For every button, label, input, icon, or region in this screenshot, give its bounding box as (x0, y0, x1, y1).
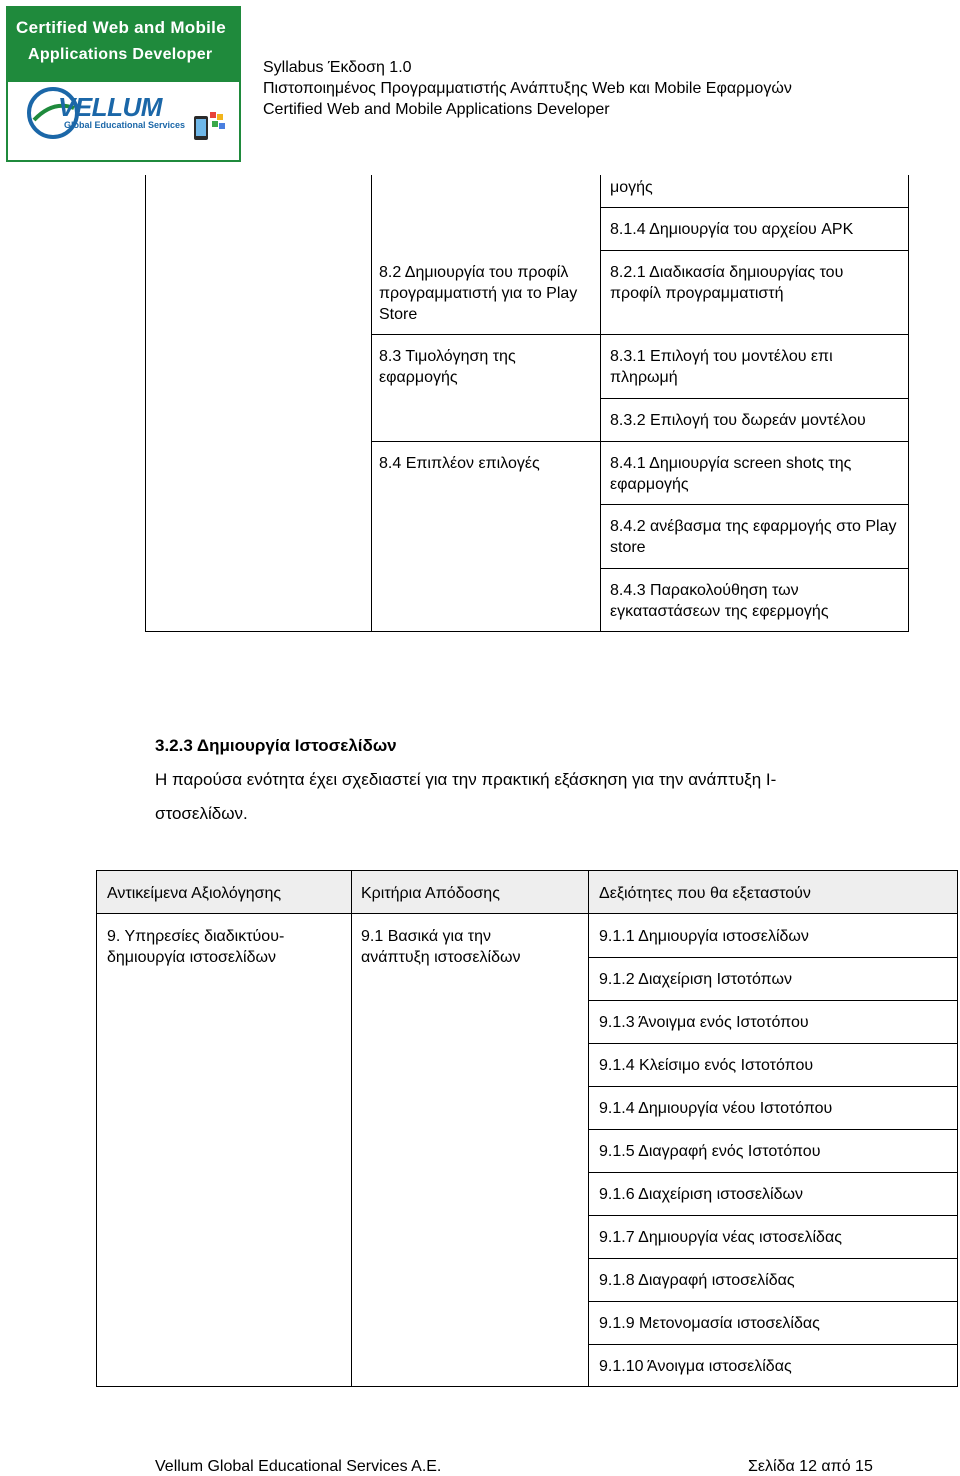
row-divider (588, 1301, 957, 1302)
syllabus-table-continued (145, 175, 909, 632)
logo-banner (8, 8, 239, 82)
logo (6, 6, 241, 162)
skill-item: 9.1.4 Κλείσιμο ενός Ιστοτόπου (599, 1057, 814, 1074)
skill-item: 9.1.6 Διαχείριση ιστοσελίδων (599, 1186, 803, 1203)
table-cell: 8.4.3 Παρακολούθηση των εγκαταστάσεων της εφερμογής (610, 582, 829, 620)
row-divider (588, 1344, 957, 1345)
skill-item: 9.1.5 Διαγραφή ενός Ιστοτόπου (599, 1143, 821, 1160)
row-divider (588, 957, 957, 958)
skill-item: 9.1.4 Δημιουργία νέου Ιστοτόπου (599, 1100, 833, 1117)
column-divider (371, 175, 372, 631)
table-cell: 8.4 Επιπλέον επιλογές (379, 455, 540, 472)
table-cell: μογής (610, 179, 653, 196)
row-divider (588, 1086, 957, 1087)
logo-title-line1: Certified Web and Mobile (16, 18, 226, 37)
row-divider (600, 250, 908, 251)
table-cell: 8.2.1 Διαδικασία δημιουργίας του προφίλ προγραμματιστή (610, 264, 844, 302)
row-divider (600, 568, 908, 569)
logo-subtitle: Global Educational Services (64, 120, 186, 130)
column-divider (600, 175, 601, 631)
table-cell: 9.1 Βασικά για την ανάπτυξη ιστοσελίδων (361, 928, 521, 966)
table-cell: 8.1.4 Δημιουργία του αρχείου APK (610, 221, 854, 238)
logo-brand: VELLUM (58, 92, 162, 122)
row-divider (600, 207, 908, 208)
column-header: Κριτήρια Απόδοσης (361, 885, 500, 902)
row-divider (600, 398, 908, 399)
skill-item: 9.1.10 Άνοιγμα ιστοσελίδας (599, 1358, 792, 1375)
row-divider (588, 1172, 957, 1173)
footer-page-number: Σελίδα 12 από 15 (748, 1458, 873, 1475)
row-divider (371, 441, 908, 442)
row-divider (588, 1043, 957, 1044)
logo-title-line2: Applications Developer (28, 46, 213, 63)
footer-company: Vellum Global Educational Services A.E. (155, 1458, 442, 1475)
column-header: Αντικείμενα Αξιολόγησης (107, 885, 282, 902)
table-cell: 8.4.1 Δημιουργία screen shotς της εφαρμογής (610, 455, 852, 493)
skill-item: 9.1.2 Διαχείριση Ιστοτόπων (599, 971, 792, 988)
skill-item: 9.1.7 Δημιουργία νέας ιστοσελίδας (599, 1229, 842, 1246)
skill-item: 9.1.9 Μετονομασία ιστοσελίδας (599, 1315, 820, 1332)
section-title: 3.2.3 Δημιουργία Ιστοσελίδων (155, 736, 397, 755)
table-cell: 8.3.1 Επιλογή του μοντέλου επι πληρωμή (610, 348, 833, 386)
table-cell: 9. Υπηρεσίες διαδικτύου- δημιουργία ιστοσελίδων (107, 928, 285, 966)
header-title-english: Certified Web and Mobile Applications Developer (263, 101, 610, 118)
header-title-greek: Πιστοποιημένος Προγραμματιστής Ανάπτυξης Web και Mobile Εφαρμογών (263, 80, 792, 97)
row-divider (371, 334, 908, 335)
table-cell: 8.2 Δημιουργία του προφίλ προγραμματιστή για το Play Store (379, 264, 578, 323)
assessment-table (96, 870, 958, 1387)
row-divider (600, 504, 908, 505)
section-description-continued: στοσελίδων. (155, 804, 248, 823)
row-divider (588, 1000, 957, 1001)
row-divider (588, 1129, 957, 1130)
row-divider (588, 1258, 957, 1259)
syllabus-version: Syllabus Έκδοση 1.0 (263, 59, 412, 76)
skill-item: 9.1.8 Διαγραφή ιστοσελίδας (599, 1272, 795, 1289)
mobile-device-icon (190, 110, 228, 144)
table-cell: 8.4.2 ανέβασμα της εφαρμογής στο Play store (610, 518, 897, 556)
section-description: Η παρούσα ενότητα έχει σχεδιαστεί για την πρακτική εξάσκηση για την ανάπτυξη Ι- (155, 770, 777, 789)
table-cell: 8.3 Τιμολόγηση της εφαρμογής (379, 348, 516, 386)
column-header: Δεξιότητες που θα εξεταστούν (599, 885, 811, 902)
skill-item: 9.1.1 Δημιουργία ιστοσελίδων (599, 928, 809, 945)
skill-item: 9.1.3 Άνοιγμα ενός Ιστοτόπου (599, 1014, 809, 1031)
column-divider (351, 871, 352, 1386)
table-cell: 8.3.2 Επιλογή του δωρεάν μοντέλου (610, 412, 866, 429)
row-divider (588, 1215, 957, 1216)
